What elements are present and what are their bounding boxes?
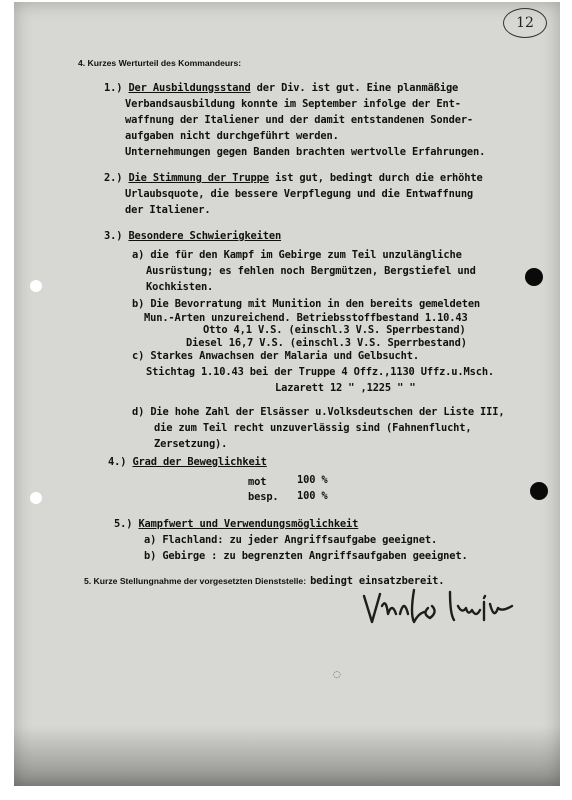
s4-mot-label: mot — [248, 476, 267, 488]
s1-line-1-rest: der Div. ist gut. Eine planmäßige — [250, 82, 459, 94]
s3-b-line-1: b) Die Bevorratung mit Munition in den bereits gemeldeten — [132, 298, 481, 310]
punch-hole-top — [30, 280, 42, 292]
s4-number: 4.) — [108, 456, 127, 468]
s3-a-line-1: a) die für den Kampf im Gebirge zum Teil unzulängliche — [132, 249, 462, 261]
s1-number: 1.) — [104, 82, 123, 94]
s3-b-line-2: Mun.-Arten unzureichend. Betriebsstoffbestand 1.10.43 — [144, 312, 468, 324]
s3-a-line-3: Kochkisten. — [146, 281, 214, 293]
handwritten-signature — [358, 584, 528, 634]
s2-line-1-rest: ist gut, bedingt durch die erhöhte — [268, 172, 483, 184]
s3-d-line-1: d) Die hohe Zahl der Elsässer u.Volksdeutschen der Liste III, — [132, 406, 505, 418]
s5-heading — [114, 518, 358, 530]
stray-mark: ◌ — [333, 670, 341, 680]
s5-a-line: a) Flachland: zu jeder Angriffsaufgabe geeignet. — [144, 534, 438, 546]
s2-line-2: Urlaubsquote, die bessere Verpflegung und die Entwaffnung — [125, 188, 474, 200]
s5-number: 5.) — [114, 518, 133, 530]
s3-heading — [104, 230, 281, 242]
s1-line-3: waffnung der Italiener und der damit entstandenen Sonder- — [125, 114, 474, 126]
s3-number: 3.) — [104, 230, 123, 242]
s2-line-3: der Italiener. — [125, 204, 211, 216]
s3-title: Besondere Schwierigkeiten — [128, 230, 282, 242]
punch-hole-right-bottom — [530, 482, 548, 500]
s1-line-1 — [104, 82, 458, 94]
s3-a-line-2: Ausrüstung; es fehlen noch Bergmützen, Bergstiefel und — [146, 265, 476, 277]
s3-c-line-1: c) Starkes Anwachsen der Malaria und Gelbsucht. — [132, 350, 419, 362]
s3-b-line-3: Otto 4,1 V.S. (einschl.3 V.S. Sperrbestand) — [203, 324, 466, 336]
footer-5-label: 5. Kurze Stellungnahme der vorgesetzten Dienststelle: — [84, 576, 307, 586]
s3-d-line-2: die zum Teil recht unzuverlässig sind (Fahnenflucht, — [154, 422, 472, 434]
s5-b-line: b) Gebirge : zu begrenzten Angriffsaufgaben geeignet. — [144, 550, 468, 562]
s1-line-2: Verbandsausbildung konnte im September infolge der Ent- — [125, 98, 461, 110]
s3-d-line-3: Zersetzung). — [154, 438, 228, 450]
s1-line-4: aufgaben nicht durchgeführt werden. — [125, 130, 339, 142]
heading-section-4: 4. Kurzes Werturteil des Kommandeurs: — [78, 58, 242, 68]
s5-title: Kampfwert und Verwendungsmöglichkeit — [138, 518, 359, 530]
page-number — [503, 8, 547, 38]
punch-hole-right-top — [525, 268, 543, 286]
s4-besp-value: 100 % — [297, 490, 328, 502]
s4-mot-value: 100 % — [297, 474, 328, 486]
s4-besp-label: besp. — [248, 491, 279, 503]
page-number-text: 12 — [516, 15, 534, 31]
punch-hole-bottom — [30, 492, 42, 504]
s4-title: Grad der Beweglichkeit — [132, 456, 267, 468]
s2-title: Die Stimmung der Truppe — [128, 172, 269, 184]
document-page — [14, 2, 560, 786]
s1-line-5: Unternehmungen gegen Banden brachten wertvolle Erfahrungen. — [125, 146, 486, 158]
s3-c-line-2: Stichtag 1.10.43 bei der Truppe 4 Offz.,1130 Uffz.u.Msch. — [146, 366, 495, 378]
s2-line-1 — [104, 172, 483, 184]
s1-title: Der Ausbildungsstand — [128, 82, 251, 94]
s2-number: 2.) — [104, 172, 123, 184]
s3-b-line-4: Diesel 16,7 V.S. (einschl.3 V.S. Sperrbestand) — [186, 337, 467, 349]
s3-c-line-3: Lazarett 12 " ,1225 " " — [275, 382, 416, 394]
s4-heading — [108, 456, 267, 468]
footer-5-value: bedingt einsatzbereit. — [310, 575, 445, 587]
